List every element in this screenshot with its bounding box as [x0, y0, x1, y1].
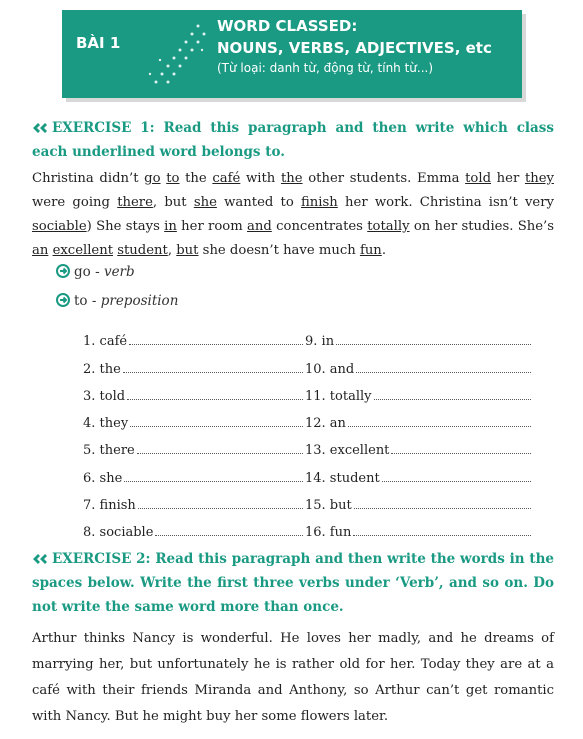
answer-item [83, 349, 305, 376]
item-label: 6. she [83, 470, 123, 486]
example-class: verb [103, 264, 135, 280]
example-1 [56, 264, 135, 280]
exercise2-instruction: EXERCISE 2: Read this paragraph and then write the words in the spaces below. Write the first three verbs under ‘Verb’, and so on. Do not write the same word more than once. [32, 551, 554, 615]
item-label: 4. they [83, 416, 129, 432]
item-label: 13. excellent [305, 443, 390, 459]
underlined-word: they [524, 171, 554, 186]
answer-blank[interactable] [382, 480, 531, 482]
underlined-word: sociable [32, 219, 87, 234]
answer-blank[interactable] [127, 398, 303, 400]
example-separator: - [87, 293, 101, 309]
underlined-word: fun [359, 243, 382, 258]
answer-blank[interactable] [354, 507, 531, 509]
item-label: 12. an [305, 416, 346, 432]
underlined-word: café [212, 171, 241, 186]
example-class: preposition [100, 293, 179, 309]
answer-blank[interactable] [348, 425, 531, 427]
item-label: 3. told [83, 388, 126, 404]
answer-blank[interactable] [138, 507, 303, 509]
answer-item [305, 349, 533, 376]
answer-blank[interactable] [155, 534, 303, 536]
answer-blank[interactable] [129, 343, 303, 345]
item-label: 14. student [305, 470, 380, 486]
answer-item [83, 431, 305, 458]
answer-item [305, 377, 533, 404]
exercise1-heading [32, 116, 554, 164]
underlined-word: but [176, 243, 199, 258]
answer-item [83, 486, 305, 513]
underlined-word: told [465, 171, 492, 186]
underlined-word: and [247, 219, 272, 234]
answer-item [83, 322, 305, 349]
exercise-bullet-icon [32, 122, 48, 134]
underlined-word: in [164, 219, 177, 234]
answer-item [305, 486, 533, 513]
answer-row [83, 513, 533, 540]
underlined-word: an [32, 243, 49, 258]
item-label: 5. there [83, 443, 135, 459]
answer-blank[interactable] [356, 371, 531, 373]
answer-blank[interactable] [124, 480, 303, 482]
answer-item [305, 458, 533, 485]
example-2 [56, 293, 178, 309]
arrow-right-icon [56, 293, 70, 307]
item-label: 1. café [83, 334, 128, 350]
answer-blank[interactable] [353, 534, 531, 536]
underlined-word: to [166, 171, 180, 186]
item-label: 11. totally [305, 388, 372, 404]
underlined-word: there [117, 195, 153, 210]
item-label: 15. but [305, 498, 352, 514]
answer-blank[interactable] [137, 452, 303, 454]
answer-item [83, 458, 305, 485]
example-word: to [74, 293, 88, 309]
answer-item [305, 513, 533, 540]
exercise2-paragraph: Arthur thinks Nancy is wonderful. He loves her madly, and he dreams of marrying her, but unfortunately he is rather old for her. Today they are at a café with their friends Miranda and Anthony, so Arthur can’t get romantic with Nancy. But he might buy her some flowers later. [32, 631, 554, 724]
answer-item [305, 404, 533, 431]
answer-row [83, 377, 533, 404]
item-label: 7. finish [83, 498, 136, 514]
underlined-word: finish [301, 195, 338, 210]
underlined-word: she [193, 195, 217, 210]
exercise2-heading [32, 547, 554, 619]
exercise1-instruction: EXERCISE 1: Read this paragraph and then write which class each underlined word belongs to. [32, 120, 554, 160]
lesson-banner [62, 10, 522, 98]
underlined-word: go [144, 171, 161, 186]
banner-title [217, 16, 492, 76]
answer-blank[interactable] [123, 371, 303, 373]
answer-blank[interactable] [391, 452, 531, 454]
answer-row [83, 458, 533, 485]
answer-item [83, 404, 305, 431]
answer-list [83, 322, 533, 540]
exercise-bullet-icon [32, 553, 48, 565]
answer-row [83, 322, 533, 349]
answer-blank[interactable] [336, 343, 531, 345]
underlined-word: totally [367, 219, 410, 234]
example-separator: - [90, 264, 104, 280]
underlined-word: the [280, 171, 303, 186]
item-label: 16. fun [305, 525, 352, 541]
answer-row [83, 404, 533, 431]
banner-title-line1: WORD CLASSED: [217, 17, 358, 35]
underlined-word: student [117, 243, 168, 258]
item-label: 8. sociable [83, 525, 154, 541]
answer-item [83, 377, 305, 404]
item-label: 2. the [83, 361, 121, 377]
answer-item [305, 431, 533, 458]
answer-blank[interactable] [374, 398, 532, 400]
answer-row [83, 486, 533, 513]
underlined-word: excellent [52, 243, 114, 258]
item-label: 10. and [305, 361, 355, 377]
answer-row [83, 349, 533, 376]
item-label: 9. in [305, 334, 335, 350]
dots-decoration-icon [140, 20, 210, 90]
lesson-number: BÀI 1 [76, 34, 121, 52]
answer-blank[interactable] [130, 425, 303, 427]
banner-subtitle: (Từ loại: danh từ, động từ, tính từ...) [217, 61, 434, 75]
banner-title-line2: NOUNS, VERBS, ADJECTIVES, etc [217, 39, 492, 57]
example-word: go [74, 264, 91, 280]
answer-item [305, 322, 533, 349]
arrow-right-icon [56, 264, 70, 278]
exercise1-paragraph: Christina didn’t go to the café with the other students. Emma told her they were going there, but she wanted to finish her work. Christina isn’t very sociable) She stays in her room and concentrates totally on her studies. She’s an excellent student, but she doesn’t have much fun. [32, 171, 555, 258]
answer-item [83, 513, 305, 540]
answer-row [83, 431, 533, 458]
